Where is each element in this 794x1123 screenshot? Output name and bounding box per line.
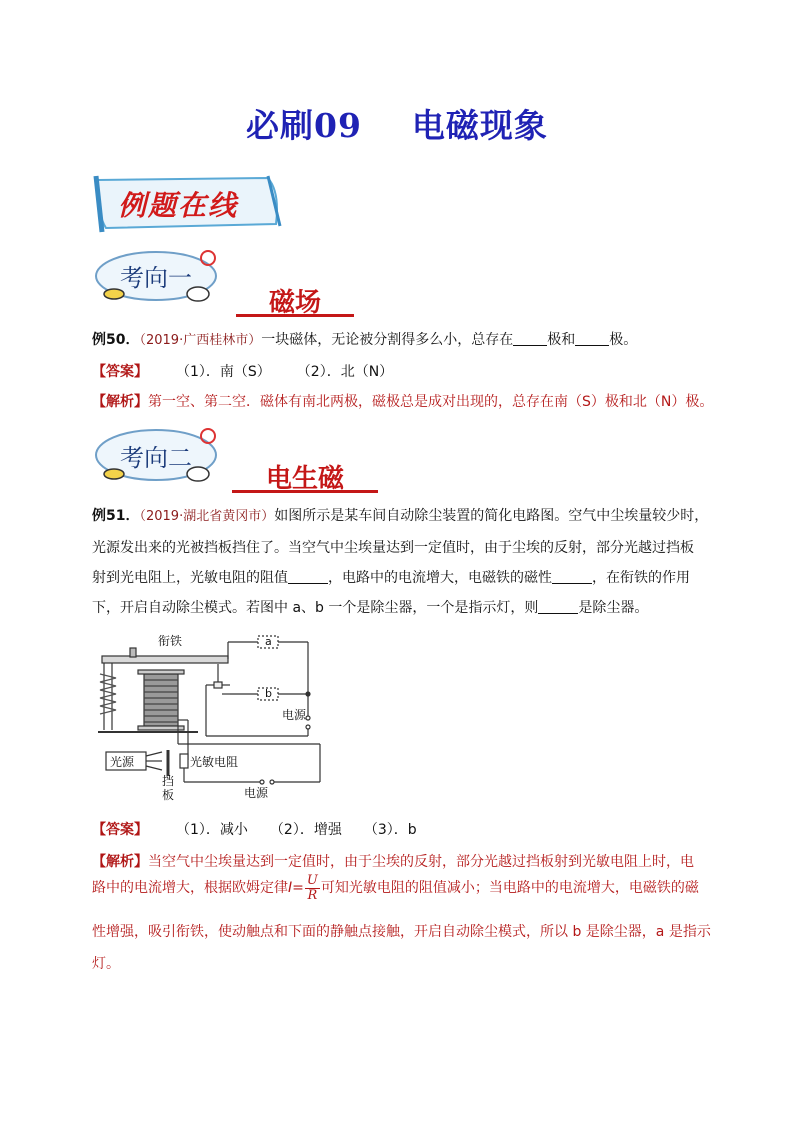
ex51-blank-2[interactable]	[552, 569, 592, 584]
ex51-analysis-tag: 【解析】	[92, 854, 148, 870]
label-photoresistor: 光敏电阻	[190, 755, 239, 769]
ex51-text-4b: 是除尘器。	[578, 600, 649, 616]
ex51-source: （2019·湖北省黄冈市）	[139, 509, 275, 524]
ex51-text-1: 如图所示是某车间自动除尘装置的简化电路图。空气中尘埃量较少时，	[274, 508, 709, 524]
label-baffle-2: 板	[162, 788, 175, 802]
ex51-text-3c: ，在衔铁的作用	[592, 570, 690, 586]
label-device-b: b	[265, 687, 272, 700]
ex51-blank-1[interactable]	[288, 569, 328, 584]
ex50-blank-2[interactable]	[575, 331, 609, 346]
ex51-answer	[92, 820, 417, 840]
ohm-formula-fraction	[305, 874, 320, 903]
ex51-analysis-1: 当空气中尘埃量达到一定值时，由于尘埃的反射，部分光越过挡板射到光敏电阻上时，电	[148, 854, 694, 870]
label-light-source: 光源	[110, 755, 135, 769]
topic-1-label: 考向一	[120, 264, 192, 292]
label-power-bottom: 电源	[244, 786, 269, 800]
label-armature: 衔铁	[158, 634, 183, 648]
ex51-text-3a: 射到光电阻上，光敏电阻的阻值	[92, 570, 288, 586]
ex50-answer-2: （2）．北（N）	[296, 364, 394, 380]
ex51-answer-tag: 【答案】	[92, 822, 148, 838]
ex50-number: 例50．	[92, 332, 140, 348]
label-device-a: a	[265, 635, 272, 648]
ex51-question-line-1	[92, 506, 708, 527]
topic-1-badge	[92, 248, 222, 306]
ex51-answer-1: （1）．减小	[176, 822, 248, 838]
example-banner	[92, 172, 286, 234]
formula-numerator: U	[306, 872, 318, 888]
ex50-source: （2019·广西桂林市）	[139, 333, 262, 348]
ex50-answer	[92, 362, 393, 382]
ex51-number: 例51．	[92, 508, 140, 524]
ex51-analysis-line-3: 性增强，吸引衔铁，使动触点和下面的静触点接触，开启自动除尘模式，所以 b 是除尘器，a 是指示	[92, 924, 711, 940]
ex50-analysis	[92, 392, 713, 412]
formula-lhs: I=	[288, 880, 304, 896]
ex50-blank-1[interactable]	[513, 331, 547, 346]
ex50-text-c: 极。	[609, 332, 638, 348]
ex51-analysis-line-4: 灯。	[92, 956, 120, 972]
topic-2-badge	[92, 426, 222, 486]
ex51-question-line-3	[92, 568, 690, 588]
ex51-question-line-2: 光源发出来的光被挡板挡住了。当空气中尘埃量达到一定值时，由于尘埃的反射，部分光越过挡板	[92, 540, 694, 556]
topic-2-name: 电生磁	[232, 458, 378, 493]
page-title: 必刷09 电磁现象	[246, 106, 548, 145]
ex50-question	[92, 330, 637, 351]
ex51-analysis-2b: 可知光敏电阻的阻值减小；当电路中的电流增大，电磁铁的磁	[320, 880, 699, 896]
ex50-answer-tag: 【答案】	[92, 364, 148, 380]
ex51-analysis-2a: 路中的电流增大，根据欧姆定律	[92, 880, 288, 896]
ex50-text-b: 极和	[547, 332, 576, 348]
banner-text: 例题在线	[118, 189, 239, 222]
label-baffle-1: 挡	[162, 774, 175, 788]
topic-1-name: 磁场	[236, 282, 354, 317]
ex51-answer-2: （2）．增强	[269, 822, 342, 838]
ex51-analysis-line-1	[92, 852, 694, 872]
ex51-text-4a: 下，开启自动除尘模式。若图中 a、b 一个是除尘器，一个是指示灯，则	[92, 600, 539, 616]
ex50-text-a: 一块磁体，无论被分割得多么小，总存在	[261, 332, 514, 348]
circuit-diagram	[98, 634, 328, 804]
ex51-blank-3[interactable]	[538, 599, 578, 614]
ex50-answer-1: （1）．南（S）	[176, 364, 271, 380]
formula-denominator: R	[307, 887, 318, 903]
ex51-text-3b: ，电路中的电流增大，电磁铁的磁性	[328, 570, 552, 586]
topic-2-label: 考向二	[120, 444, 192, 472]
label-power-top: 电源	[282, 708, 307, 722]
ex51-question-line-4	[92, 598, 648, 618]
ex50-analysis-tag: 【解析】	[92, 394, 148, 410]
ex50-analysis-text: 第一空、第二空．磁体有南北两极，磁极总是成对出现的，总存在南（S）极和北（N）极。	[148, 394, 714, 410]
ex51-analysis-line-2	[92, 870, 699, 906]
ex51-answer-3: （3）．b	[363, 822, 417, 838]
